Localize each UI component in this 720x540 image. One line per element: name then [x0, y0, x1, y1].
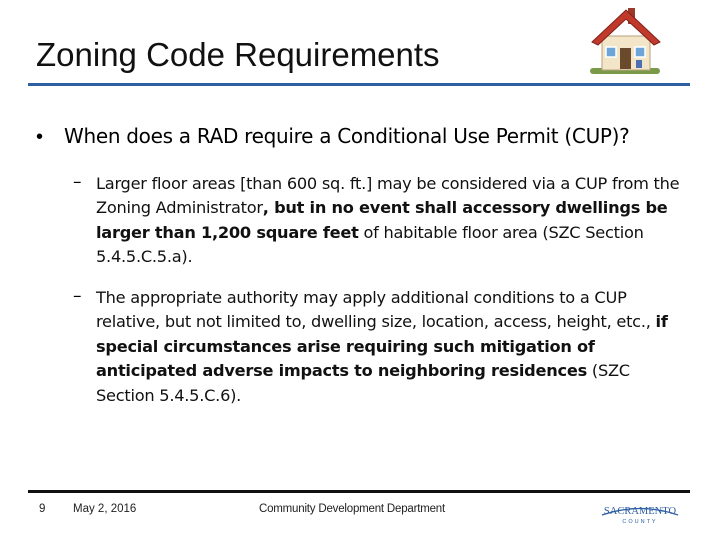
- sub-point-2-bold: if special circumstances arise requiring such mitigation of anticipated adverse impacts to neighboring residences: [96, 312, 668, 381]
- dash-marker: –: [73, 172, 82, 192]
- logo-text-bottom: COUNTY: [622, 519, 658, 525]
- sub-point-1-text: Larger floor areas [than 600 sq. ft.] may be considered via a CUP from the Zoning Administrator: [96, 174, 680, 218]
- sub-point-2: [96, 286, 681, 408]
- sub-point-1: [96, 172, 681, 270]
- house-icon: [584, 2, 664, 78]
- title-divider: [28, 83, 690, 86]
- footer-department: Community Development Department: [259, 503, 445, 515]
- page-number: 9: [39, 503, 46, 515]
- sub-point-1-bold: , but in no event shall accessory dwellings be larger than 1,200 square feet: [96, 198, 668, 242]
- dash-marker: –: [73, 286, 82, 306]
- slide-title: Zoning Code Requirements: [36, 36, 440, 73]
- sub-point-1-tail: of habitable floor area (SZC Section 5.4.5.C.5.a).: [96, 222, 644, 267]
- question-text: When does a RAD require a Conditional Use Permit (CUP)?: [64, 124, 630, 148]
- footer-date: May 2, 2016: [73, 503, 137, 515]
- footer-divider: [28, 490, 690, 493]
- bullet-marker: •: [36, 126, 44, 148]
- sub-point-2-text: The appropriate authority may apply additional conditions to a CUP relative, but not limited to, dwelling size, location, access, height, etc.,: [96, 288, 656, 332]
- logo-text-top: SACRAMENTO: [603, 506, 677, 517]
- sacramento-county-logo: [598, 500, 682, 526]
- sub-point-2-tail: (SZC Section 5.4.5.C.6).: [96, 361, 630, 405]
